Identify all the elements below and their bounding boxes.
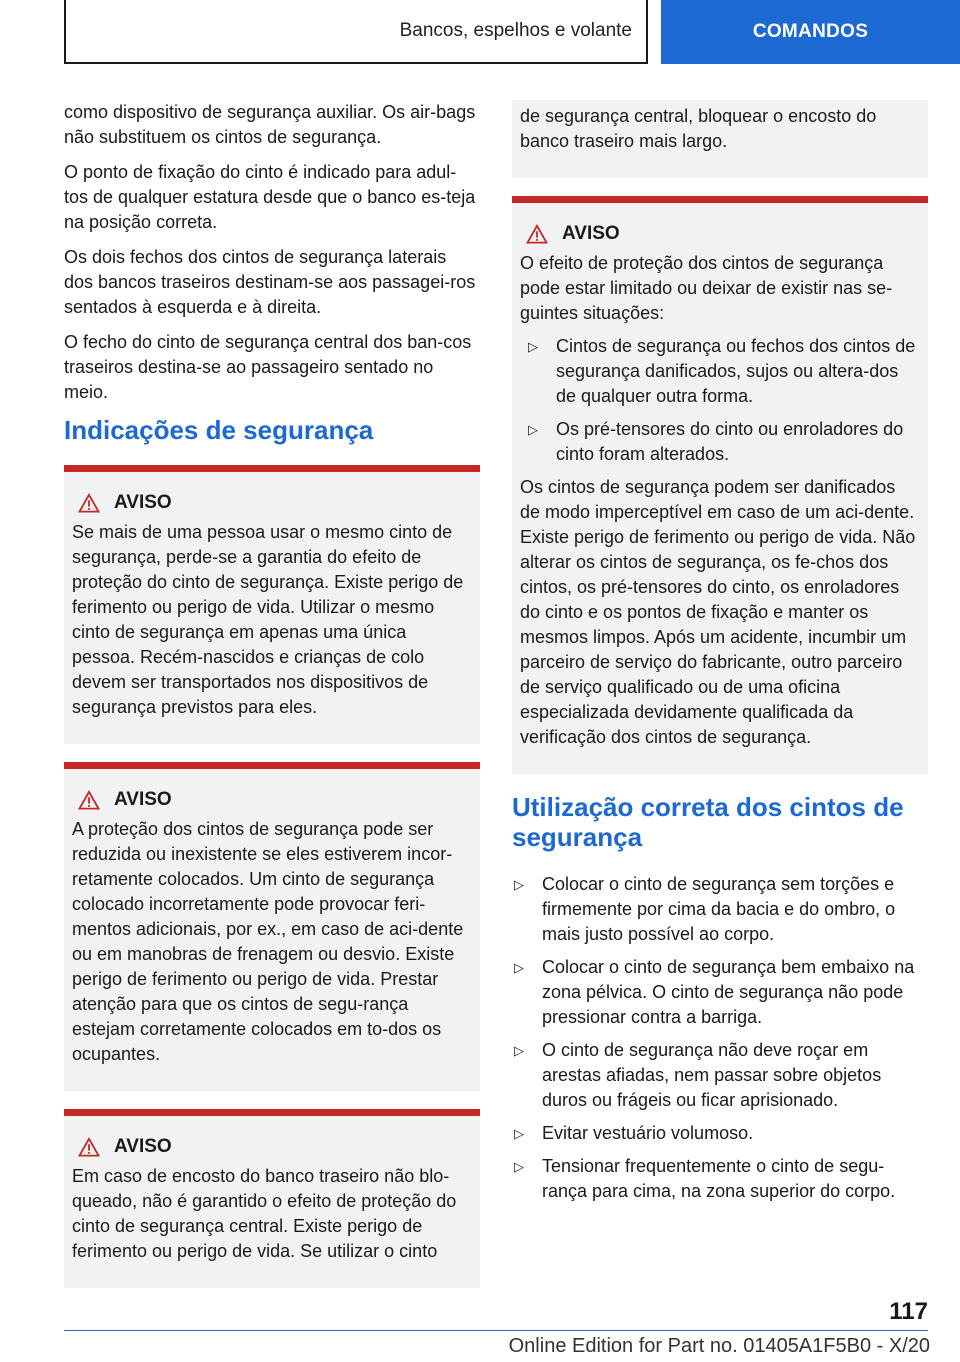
warning-box <box>64 1109 480 1288</box>
section-heading: Indicações de segurança <box>64 415 374 445</box>
warning-triangle-icon <box>526 224 548 244</box>
footer-divider <box>64 1330 928 1331</box>
triangle-bullet-icon: ▷ <box>514 960 524 975</box>
list-item <box>512 955 928 1030</box>
warning-box <box>64 465 480 744</box>
paragraph: O fecho do cinto de segurança central dos ban-cos traseiros destina-se ao passageiro sentado no meio. <box>64 332 472 402</box>
triangle-bullet-icon: ▷ <box>514 1043 524 1058</box>
paragraph: Os dois fechos dos cintos de segurança laterais dos bancos traseiros destinam-se aos passagei-ros sentados à esquerda e à direita. <box>64 247 476 317</box>
warning-title: AVISO <box>114 789 172 810</box>
page-number: 117 <box>889 1298 928 1325</box>
warning-title: AVISO <box>114 492 172 513</box>
warning-header <box>526 223 920 245</box>
triangle-bullet-icon: ▷ <box>514 877 524 892</box>
list-item-text: Tensionar frequentemente o cinto de segu-rança para cima, na zona superior do corpo. <box>542 1156 896 1201</box>
list-item-text: O cinto de segurança não deve roçar em arestas afiadas, nem passar sobre objetos duros ou frágeis ou ficar aprisionado. <box>542 1040 882 1110</box>
list-item <box>520 417 920 467</box>
warning-box <box>512 196 928 774</box>
list-item-text: Colocar o cinto de segurança sem torções e firmemente por cima da bacia e do ombro, o mais justo possível ao corpo. <box>542 874 896 944</box>
warning-box-continued <box>512 100 928 178</box>
header-chapter-label: COMANDOS <box>752 21 869 42</box>
warning-intro: O efeito de proteção dos cintos de segurança pode estar limitado ou deixar de existir nas se-guintes situações: <box>520 253 893 323</box>
list-item-text: Evitar vestuário volumoso. <box>542 1123 754 1143</box>
warning-title: AVISO <box>114 1136 172 1157</box>
list-item <box>512 1154 928 1204</box>
list-item <box>512 872 928 947</box>
list-item-text: Colocar o cinto de segurança bem embaixo na zona pélvica. O cinto de segurança não pode pressionar contra a barriga. <box>542 957 915 1027</box>
header-section-label: Bancos, espelhos e volante <box>399 20 632 41</box>
warning-triangle-icon <box>78 493 100 513</box>
warning-header <box>78 492 472 514</box>
warning-text: Se mais de uma pessoa usar o mesmo cinto de segurança, perde-se a garantia do efeito de proteção do cinto de segurança. Existe perigo de ferimento ou perigo de vida. Utilizar o mesmo cinto de segurança em apenas uma única pessoa. Recém-nascidos e crianças de colo devem ser transportados nos dispositivos de segurança previstos para eles. <box>72 522 464 717</box>
paragraph: como dispositivo de segurança auxiliar. Os air-bags não substituem os cintos de segurança. <box>64 102 476 147</box>
warning-triangle-icon <box>78 790 100 810</box>
footer-edition: Online Edition for Part no. 01405A1F5B0 - X/20 <box>508 1335 930 1357</box>
left-column <box>64 100 480 1306</box>
warning-bullet-list <box>520 334 920 467</box>
list-item-text: Cintos de segurança ou fechos dos cintos de segurança danificados, sujos ou altera-dos de qualquer outra forma. <box>556 336 916 406</box>
header-chapter-tab[interactable] <box>661 0 960 64</box>
section-heading: Utilização correta dos cintos de segurança <box>512 792 904 852</box>
triangle-bullet-icon: ▷ <box>528 422 538 437</box>
list-item-text: Os pré-tensores do cinto ou enroladores do cinto foram alterados. <box>556 419 904 464</box>
warning-box <box>64 762 480 1091</box>
warning-text: Em caso de encosto do banco traseiro não blo-queado, não é garantido o efeito de proteção do cinto de segurança central. Existe perigo de ferimento ou perigo de vida. Se utilizar o cinto <box>72 1166 457 1261</box>
warning-title: AVISO <box>562 223 620 244</box>
warning-text: Os cintos de segurança podem ser danificados de modo imperceptível em caso de um aci-dente. Existe perigo de ferimento ou perigo de vida. Não alterar os cintos de segurança, os fe-chos dos cintos, os pré-tensores do cinto, os enroladores do cinto e os pontos de fixação e manter os mesmos limpos. Após um acidente, incumbir um parceiro de serviço do fabricante, outro parceiro de serviço qualificado ou de uma oficina especializada devidamente qualificada da verificação dos cintos de segurança. <box>520 477 916 747</box>
list-item <box>520 334 920 409</box>
list-item <box>512 1121 928 1146</box>
warning-text: de segurança central, bloquear o encosto do banco traseiro mais largo. <box>520 106 877 151</box>
paragraph: O ponto de fixação do cinto é indicado para adul-tos de qualquer estatura desde que o banco es-teja na posição correta. <box>64 162 476 232</box>
warning-header <box>78 789 472 811</box>
warning-text: A proteção dos cintos de segurança pode ser reduzida ou inexistente se eles estiverem incor-retamente colocados. Um cinto de segurança colocado incorretamente pode provocar feri-mentos adicionais, por ex., em caso de aci-dente ou em manobras de frenagem ou desvio. Existe perigo de ferimento ou perigo de vida. Prestar atenção para que os cintos de segu-rança estejam corretamente colocados em to-dos os ocupantes. <box>72 819 464 1064</box>
triangle-bullet-icon: ▷ <box>514 1159 524 1174</box>
warning-header <box>78 1136 472 1158</box>
warning-triangle-icon <box>78 1137 100 1157</box>
triangle-bullet-icon: ▷ <box>514 1126 524 1141</box>
bullet-list <box>512 872 928 1204</box>
triangle-bullet-icon: ▷ <box>528 339 538 354</box>
right-column <box>512 100 928 1212</box>
list-item <box>512 1038 928 1113</box>
header-section-title <box>64 0 648 64</box>
